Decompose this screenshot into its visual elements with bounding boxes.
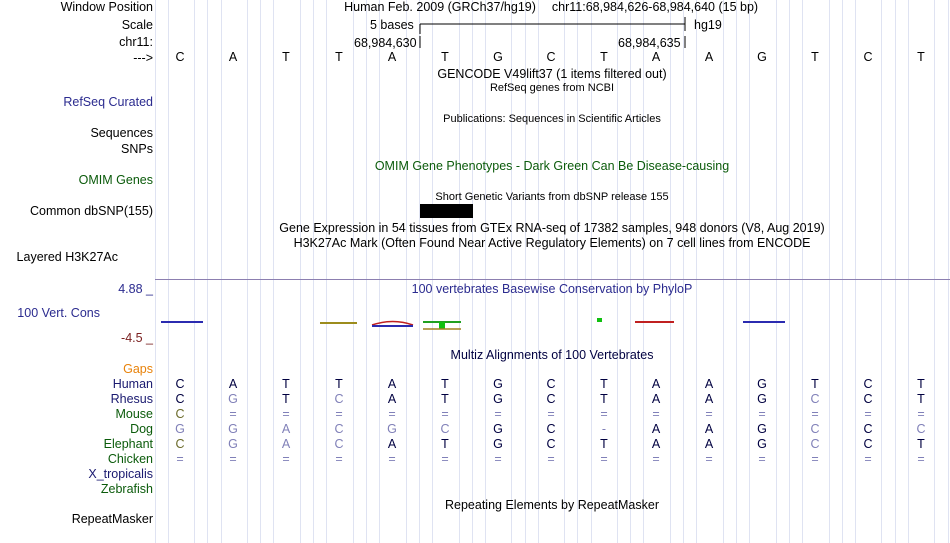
reference-base: A: [704, 50, 714, 64]
gencode-track-title[interactable]: GENCODE V49lift37 (1 items filtered out): [437, 67, 667, 81]
alignment-base: C: [175, 392, 185, 406]
reference-base: A: [387, 50, 397, 64]
alignment-base: G: [493, 437, 503, 451]
alignment-base: T: [600, 377, 608, 391]
alignment-base: C: [916, 422, 926, 436]
alignment-base: =: [758, 407, 766, 421]
reference-base: C: [175, 50, 185, 64]
dbsnp-variant-feature: [420, 204, 473, 218]
alignment-base: A: [704, 377, 714, 391]
alignment-base: =: [441, 407, 449, 421]
alignment-base: G: [757, 422, 767, 436]
repeatmasker-track-label[interactable]: RepeatMasker: [71, 512, 153, 526]
reference-base: C: [863, 50, 873, 64]
alignment-base: =: [229, 407, 237, 421]
alignment-base: T: [441, 437, 449, 451]
species-label-zebrafish[interactable]: Zebrafish: [100, 482, 153, 496]
dbsnp-track-label[interactable]: Common dbSNP(155): [30, 204, 153, 218]
alignment-base: A: [651, 377, 661, 391]
alignment-base: =: [705, 452, 713, 466]
alignment-base: G: [757, 437, 767, 451]
phylop-signal-peak: [439, 322, 445, 329]
alignment-base: G: [757, 377, 767, 391]
alignment-base: A: [651, 422, 661, 436]
track-image-area[interactable]: [155, 0, 950, 543]
omim-track-title[interactable]: OMIM Gene Phenotypes - Dark Green Can Be Disease-causing: [374, 159, 730, 173]
alignment-base: C: [440, 422, 450, 436]
alignment-base: G: [493, 422, 503, 436]
dbsnp-track-title[interactable]: Short Genetic Variants from dbSNP release 155: [435, 191, 669, 203]
alignment-base: C: [175, 407, 185, 421]
reference-base: T: [811, 50, 819, 64]
alignment-base: -: [601, 422, 607, 436]
species-label-human[interactable]: Human: [112, 377, 153, 391]
alignment-base: G: [228, 437, 238, 451]
window-position-label: Window Position: [60, 0, 153, 14]
alignment-base: G: [493, 392, 503, 406]
strand-arrow-label[interactable]: --->: [133, 51, 153, 65]
alignment-base: A: [387, 437, 397, 451]
species-label-rhesus[interactable]: Rhesus: [110, 392, 153, 406]
alignment-base: T: [917, 377, 925, 391]
alignment-base: =: [282, 452, 290, 466]
species-label-dog[interactable]: Dog: [130, 422, 153, 436]
phylop-min-label: -4.5 _: [121, 331, 153, 345]
alignment-base: T: [600, 437, 608, 451]
reference-base: T: [600, 50, 608, 64]
alignment-base: G: [228, 392, 238, 406]
alignment-base: =: [758, 452, 766, 466]
alignment-base: T: [917, 437, 925, 451]
ruler-coordinate-right: 68,984,635: [618, 36, 681, 50]
alignment-base: =: [652, 407, 660, 421]
alignment-base: A: [704, 422, 714, 436]
alignment-base: T: [917, 392, 925, 406]
omim-track-label[interactable]: OMIM Genes: [78, 173, 153, 187]
reference-base: T: [335, 50, 343, 64]
alignment-base: =: [547, 452, 555, 466]
species-label-mouse[interactable]: Mouse: [115, 407, 153, 421]
alignment-base: A: [281, 422, 291, 436]
alignment-base: =: [547, 407, 555, 421]
alignment-base: G: [228, 422, 238, 436]
refseq-track-label[interactable]: RefSeq Curated: [63, 95, 153, 109]
ruler-coordinate-left: 68,984,630: [354, 36, 417, 50]
alignment-base: A: [704, 437, 714, 451]
refseq-track-title[interactable]: RefSeq genes from NCBI: [489, 82, 615, 94]
repeatmasker-track-title[interactable]: Repeating Elements by RepeatMasker: [444, 498, 660, 512]
reference-base: T: [282, 50, 290, 64]
alignment-base: C: [863, 422, 873, 436]
alignment-base: T: [282, 377, 290, 391]
reference-base: C: [546, 50, 556, 64]
sequences-track-label[interactable]: Sequences: [90, 126, 153, 140]
alignment-base: =: [441, 452, 449, 466]
alignment-base: C: [863, 377, 873, 391]
alignment-base: =: [917, 407, 925, 421]
alignment-base: C: [175, 437, 185, 451]
alignment-base: T: [811, 377, 819, 391]
gaps-track-label[interactable]: Gaps: [123, 362, 153, 376]
alignment-base: =: [494, 407, 502, 421]
phylop-signal-peak: [597, 318, 602, 322]
alignment-base: A: [387, 392, 397, 406]
alignment-base: =: [864, 407, 872, 421]
alignment-base: T: [441, 377, 449, 391]
chromosome-label: chr11:: [119, 35, 153, 49]
scale-label: Scale: [121, 18, 153, 32]
alignment-base: C: [810, 422, 820, 436]
alignment-base: C: [810, 392, 820, 406]
alignment-base: C: [863, 392, 873, 406]
species-label-elephant[interactable]: Elephant: [103, 437, 153, 451]
reference-base: A: [651, 50, 661, 64]
alignment-base: C: [863, 437, 873, 451]
alignment-base: =: [494, 452, 502, 466]
reference-base: T: [441, 50, 449, 64]
alignment-base: T: [282, 392, 290, 406]
alignment-base: A: [651, 392, 661, 406]
multiz-track-title[interactable]: Multiz Alignments of 100 Vertebrates: [450, 348, 654, 362]
alignment-base: C: [334, 437, 344, 451]
alignment-base: A: [228, 377, 238, 391]
window-position-text: chr11:68,984,626-68,984,640 (15 bp): [551, 0, 759, 14]
reference-base: G: [757, 50, 767, 64]
alignment-base: =: [917, 452, 925, 466]
alignment-base: G: [493, 377, 503, 391]
publications-track-title[interactable]: Publications: Sequences in Scientific Articles: [443, 113, 661, 125]
scale-bar-text: 5 bases: [370, 18, 414, 32]
phylop-signal-segment: [372, 322, 413, 326]
alignment-base: G: [757, 392, 767, 406]
alignment-base: G: [387, 422, 397, 436]
alignment-base: C: [334, 422, 344, 436]
alignment-base: =: [811, 452, 819, 466]
alignment-base: C: [546, 377, 556, 391]
alignment-base: A: [387, 377, 397, 391]
alignment-base: =: [811, 407, 819, 421]
alignment-base: C: [810, 437, 820, 451]
alignment-base: C: [334, 392, 344, 406]
alignment-base: C: [546, 437, 556, 451]
track-label-column: [0, 0, 155, 543]
phylop-max-label: 4.88 _: [118, 282, 153, 296]
alignment-base: =: [600, 407, 608, 421]
reference-base: A: [228, 50, 238, 64]
alignment-base: G: [175, 422, 185, 436]
species-label-x-tropicalis[interactable]: X_tropicalis: [88, 467, 153, 481]
reference-base: T: [917, 50, 925, 64]
alignment-base: =: [864, 452, 872, 466]
alignment-base: T: [441, 392, 449, 406]
conservation-track-label[interactable]: 100 Vert. Cons: [17, 306, 100, 320]
alignment-base: T: [335, 377, 343, 391]
alignment-base: =: [176, 452, 184, 466]
alignment-base: A: [704, 392, 714, 406]
alignment-base: T: [600, 392, 608, 406]
snps-track-label[interactable]: SNPs: [121, 142, 153, 156]
alignment-base: =: [388, 452, 396, 466]
phylop-track-title[interactable]: 100 vertebrates Basewise Conservation by PhyloP: [411, 282, 693, 296]
reference-base: G: [493, 50, 503, 64]
alignment-base: =: [705, 407, 713, 421]
alignment-base: =: [652, 452, 660, 466]
alignment-base: =: [335, 452, 343, 466]
alignment-base: A: [281, 437, 291, 451]
alignment-base: A: [651, 437, 661, 451]
species-label-chicken[interactable]: Chicken: [107, 452, 153, 466]
scale-bar-assembly: hg19: [694, 18, 722, 32]
alignment-base: =: [335, 407, 343, 421]
alignment-base: =: [229, 452, 237, 466]
alignment-base: =: [282, 407, 290, 421]
h3k27ac-track-label[interactable]: Layered H3K27Ac: [16, 250, 118, 264]
alignment-base: =: [600, 452, 608, 466]
alignment-base: C: [175, 377, 185, 391]
assembly-title: Human Feb. 2009 (GRCh37/hg19): [344, 0, 536, 14]
alignment-base: =: [388, 407, 396, 421]
gtex-track-title[interactable]: Gene Expression in 54 tissues from GTEx RNA-seq of 17382 samples, 948 donors (V8, Aug 2019): [279, 221, 825, 235]
h3k27ac-track-title[interactable]: H3K27Ac Mark (Often Found Near Active Regulatory Elements) on 7 cell lines from ENCODE: [293, 236, 811, 250]
alignment-base: C: [546, 392, 556, 406]
alignment-base: C: [546, 422, 556, 436]
